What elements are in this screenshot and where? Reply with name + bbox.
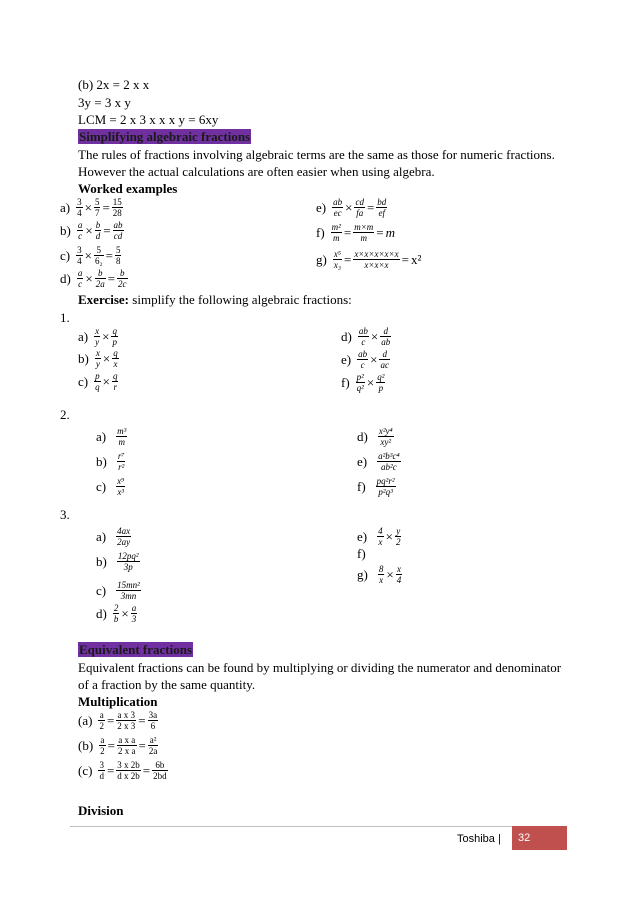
q3-item-c: c) $\frac{\text{15mn²}}{3mn}$	[96, 580, 140, 601]
section-heading-equivalent: Equivalent fractions	[79, 642, 193, 657]
worked-example-b: b) $\frac{a}{c}$ × $\frac{b}{d}$ = $\frac{ab}{cd}$	[60, 220, 123, 241]
q1-item-c: c) $\frac{p}{q}$ × $\frac{q}{r}$	[78, 371, 118, 392]
q1-item-b: b) $\frac{x}{y}$ × $\frac{q}{x}$	[78, 348, 118, 369]
q3-item-f: f)	[357, 546, 366, 561]
q3-item-g: g) $\frac{8}{x}$ × $\frac{x}{4}$	[357, 564, 402, 585]
section1-paragraph-1: The rules of fractions involving algebraic terms are the same as those for numeric fractions.	[78, 147, 555, 162]
question-1-number: 1.	[60, 310, 70, 325]
section2-paragraph-1: Equivalent fractions can be found by multiplying or dividing the numerator and denominator	[78, 660, 562, 675]
q2-item-f: f) $\frac{\text{pq²r²}}{\text{p²q³}}$	[357, 476, 395, 497]
q2-item-a: a) $\frac{\text{m³}}{m}$	[96, 426, 127, 447]
multiplication-example-a: (a) $\frac{a}{2}$ = $\frac{\text{a x 3}}{2 x 3}$ = $\frac{3a}{6}$	[78, 710, 158, 731]
q3-item-e: e) $\frac{4}{x}$ × $\frac{y}{2}$	[357, 526, 401, 547]
q3-item-a: a) $\frac{4ax}{2ay}$	[96, 526, 131, 547]
footer-rule	[70, 826, 566, 827]
q2-item-c: c) $\frac{\text{x⁹}}{\text{x³}}$	[96, 476, 125, 497]
section1-paragraph-2: However the actual calculations are often easier when using algebra.	[78, 164, 435, 179]
section-heading-simplifying: Simplifying algebraic fractions	[79, 129, 251, 144]
q2-item-b: b) $\frac{\text{r⁷}}{\text{r²}}$	[96, 451, 125, 472]
worked-example-e: e) $\frac{ab}{ec}$ × $\frac{cd}{fa}$ = $\frac{bd}{ef}$	[316, 197, 387, 218]
q1-item-e: e) $\frac{ab}{c}$ × $\frac{d}{ac}$	[341, 349, 389, 370]
intro-line-1: (b) 2x = 2 x x	[78, 77, 150, 92]
worked-example-f: f) $\frac{\text{m²}}{m}$ = $\frac{m\times m}{m}$ = m	[316, 222, 396, 243]
intro-line-3: LCM = 2 x 3 x x x y = 6xy	[78, 112, 219, 127]
worked-examples-heading: Worked examples	[78, 181, 178, 196]
page-number: 32	[512, 826, 567, 850]
worked-example-d: d) $\frac{a}{c}$ × $\frac{b}{2a}$ = $\frac{b}{2c}$	[60, 268, 127, 289]
q1-item-a: a) $\frac{x}{y}$ × $\frac{q}{p}$	[78, 326, 117, 347]
q1-item-d: d) $\frac{ab}{c}$ × $\frac{d}{ab}$	[341, 326, 391, 347]
section2-paragraph-2: of a fraction by the same quantity.	[78, 677, 256, 692]
q1-item-f: f) $\frac{\text{p²}}{\text{q²}}$ × $\frac{\text{q²}}{p}$	[341, 372, 385, 393]
question-3-number: 3.	[60, 507, 70, 522]
worked-example-a: a) $\frac{3}{4}$ × $\frac{5}{7}$ = $\frac{15}{28}$	[60, 197, 122, 218]
worked-example-g: g) $\frac{\text{x⁵}}{\text{x₃}}$ = $\frac{x\times x\times x\times x\times x}{x\times x\times x}$ = x²	[316, 249, 422, 270]
q2-item-d: d) $\frac{\text{x²y⁴}}{\text{xy²}}$	[357, 426, 393, 447]
multiplication-heading: Multiplication	[78, 694, 158, 709]
multiplication-example-c: (c) $\frac{3}{d}$ = $\frac{3 x 2b}{\text{d x 2b}}$ = $\frac{6b}{2bd}$	[78, 760, 167, 781]
exercise-instruction: Exercise: simplify the following algebraic fractions:	[78, 292, 352, 307]
footer-label: Toshiba |	[457, 833, 501, 845]
q3-item-d: d) $\frac{2}{b}$ × $\frac{a}{3}$	[96, 603, 137, 624]
division-heading: Division	[78, 803, 124, 818]
worked-example-c: c) $\frac{3}{4}$ × $\frac{5}{\text{6₂}}$ = $\frac{5}{8}$	[60, 245, 121, 266]
multiplication-example-b: (b) $\frac{a}{2}$ = $\frac{\text{a x a}}{\text{2 x a}}$ = $\frac{\text{a²}}{2a}$	[78, 735, 158, 756]
intro-line-2: 3y = 3 x y	[78, 95, 131, 110]
q2-item-e: e) $\frac{\text{a²b³c⁴}}{\text{ab²c}}$	[357, 451, 400, 472]
q3-item-b: b) $\frac{\text{12pq²}}{3p}$	[96, 551, 139, 572]
question-2-number: 2.	[60, 407, 70, 422]
